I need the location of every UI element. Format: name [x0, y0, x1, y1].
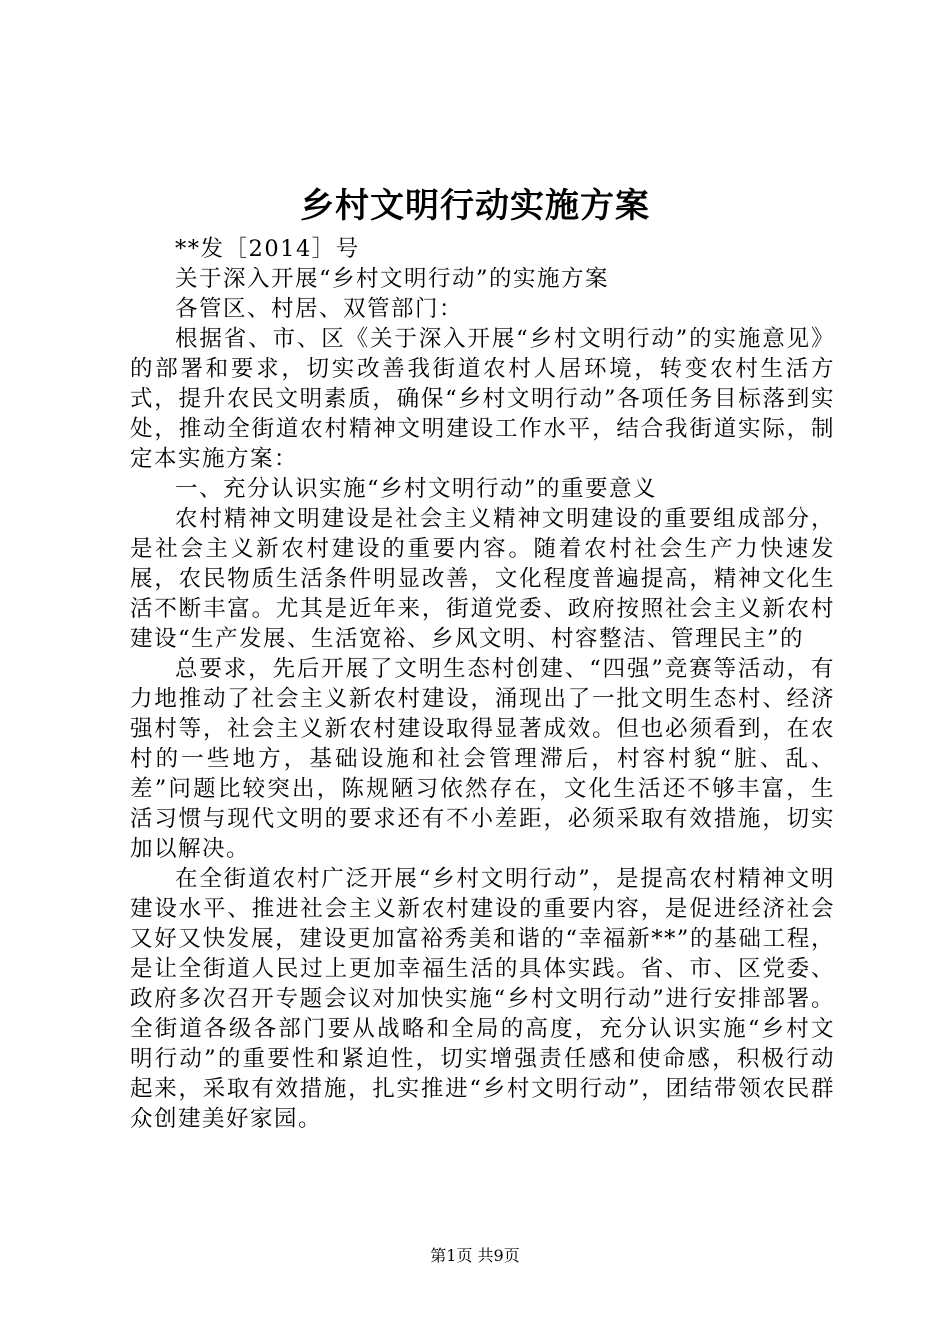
- body-paragraph: 农村精神文明建设是社会主义精神文明建设的重要组成部分，是社会主义新农村建设的重要内容。随着农村社会生产力快速发展，农民物质生活条件明显改善，文化程度普遍提高，精神文化生活不断丰富。尤其是近年来，街道党委、政府按照社会主义新农村建设“生产发展、生活宽裕、乡风文明、村容整洁、管理民主”的: [130, 506, 835, 652]
- page-number-footer: 第1页 共9页: [430, 1246, 520, 1265]
- section-heading: 一、充分认识实施“乡村文明行动”的重要意义: [175, 476, 658, 502]
- body-paragraph: 根据省、市、区《关于深入开展“乡村文明行动”的实施意见》的部署和要求，切实改善我街道农村人居环境，转变农村生活方式，提升农民文明素质，确保“乡村文明行动”各项任务目标落到实处，推动全街道农村精神文明建设工作水平，结合我街道实际，制定本实施方案：: [130, 326, 835, 472]
- body-paragraph: 在全街道农村广泛开展“乡村文明行动”，是提高农村精神文明建设水平、推进社会主义新农村建设的重要内容，是促进经济社会又好又快发展，建设更加富裕秀美和谐的“幸福新**”的基础工程，是让全街道人民过上更加幸福生活的具体实践。省、市、区党委、政府多次召开专题会议对加快实施“乡村文明行动”进行安排部署。全街道各级各部门要从战略和全局的高度，充分认识实施“乡村文明行动”的重要性和紧迫性，切实增强责任感和使命感，积极行动起来，采取有效措施，扎实推进“乡村文明行动”，团结带领农民群众创建美好家园。: [130, 866, 835, 1132]
- document-title: 乡村文明行动实施方案: [300, 186, 650, 226]
- document-body: [130, 234, 835, 1134]
- body-paragraph: 总要求，先后开展了文明生态村创建、“四强”竞赛等活动，有力地推动了社会主义新农村建设，涌现出了一批文明生态村、经济强村等，社会主义新农村建设取得显著成效。但也必须看到，在农村的一些地方，基础设施和社会管理滞后，村容村貌“脏、乱、差”问题比较突出，陈规陋习依然存在，文化生活还不够丰富，生活习惯与现代文明的要求还有不小差距，必须采取有效措施，切实加以解决。: [130, 656, 835, 862]
- document-subtitle: 关于深入开展“乡村文明行动”的实施方案: [175, 266, 610, 292]
- document-number: **发［2014］号: [175, 236, 360, 262]
- recipients-line: 各管区、村居、双管部门：: [175, 296, 464, 322]
